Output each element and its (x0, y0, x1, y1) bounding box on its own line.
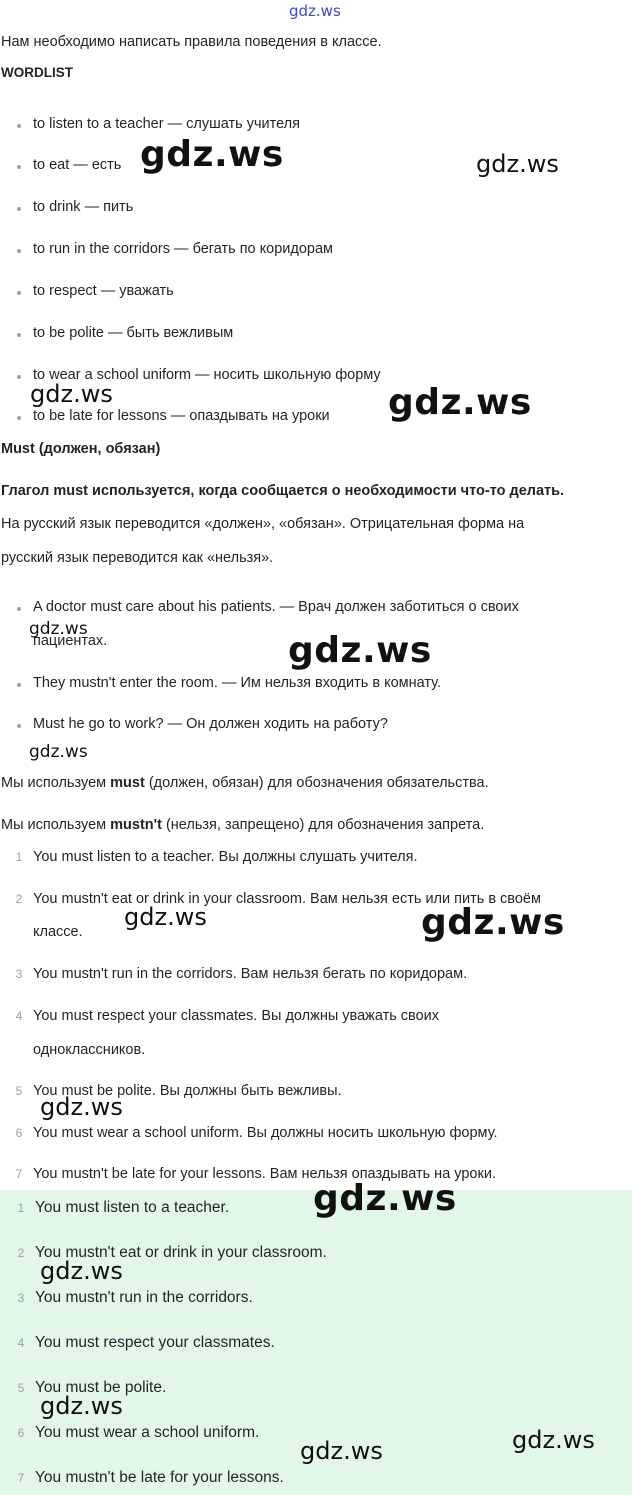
site-link[interactable]: gdz.ws (289, 2, 341, 20)
answer-item: You mustn't eat or drink in your classroom. (35, 1244, 327, 1261)
grammar-rule: Глагол must используется, когда сообщается о необходимости что-то делать. (1, 483, 565, 499)
list-item-continued: пациентах. (33, 633, 108, 649)
list-item: You must wear a school uniform. Вы должны носить школьную форму. (33, 1125, 498, 1141)
list-item: to listen to a teacher — слушать учителя (33, 116, 300, 132)
usage-text: (нельзя, запрещено) для обозначения запрета. (161, 817, 485, 833)
bullet (17, 607, 21, 611)
bullet (17, 207, 21, 211)
watermark: gdz.ws (313, 1178, 457, 1219)
watermark: gdz.ws (140, 134, 284, 175)
list-item: to respect — уважать (33, 283, 174, 299)
list-item: A doctor must care about his patients. — Врач должен заботиться о своих (33, 599, 519, 615)
grammar-heading: Must (должен, обязан) (1, 441, 161, 457)
list-item: to wear a school uniform — носить школьную форму (33, 367, 381, 383)
item-number: 5 (15, 1084, 23, 1098)
watermark: gdz.ws (40, 1093, 123, 1121)
list-item: to run in the corridors — бегать по коридорам (33, 241, 334, 257)
usage-must (1, 773, 489, 793)
watermark: gdz.ws (124, 903, 207, 931)
answer-item: You must listen to a teacher. (35, 1199, 230, 1216)
item-number: 3 (17, 1291, 25, 1305)
grammar-rule-line: На русский язык переводится «должен», «обязан». Отрицательная форма на (1, 516, 525, 532)
bullet (17, 249, 21, 253)
grammar-rule-line: русский язык переводится как «нельзя». (1, 550, 274, 566)
item-number: 6 (15, 1126, 23, 1140)
list-item: Must he go to work? — Он должен ходить на работу? (33, 716, 388, 732)
list-item: to be polite — быть вежливым (33, 325, 234, 341)
list-item: to be late for lessons — опаздывать на уроки (33, 408, 330, 424)
list-item: They mustn't enter the room. — Им нельзя входить в комнату. (33, 675, 441, 691)
item-number: 5 (17, 1381, 25, 1395)
watermark: gdz.ws (29, 742, 88, 762)
item-number: 3 (15, 967, 23, 981)
usage-text: (должен, обязан) для обозначения обязательства. (144, 775, 489, 791)
bullet (17, 165, 21, 169)
item-number: 2 (17, 1246, 25, 1260)
item-number: 7 (17, 1471, 25, 1485)
answer-item: You mustn't be late for your lessons. (35, 1469, 284, 1486)
list-item-continued: одноклассников. (33, 1042, 146, 1058)
bullet (17, 416, 21, 420)
list-item: to drink — пить (33, 199, 134, 215)
usage-keyword: mustn't (110, 817, 162, 833)
bullet (17, 683, 21, 687)
answer-item: You must wear a school uniform. (35, 1424, 260, 1441)
item-number: 1 (15, 850, 23, 864)
bullet (17, 333, 21, 337)
answer-item: You mustn't run in the corridors. (35, 1289, 253, 1306)
bullet (17, 375, 21, 379)
wordlist-heading: WORDLIST (1, 65, 73, 80)
intro-text: Нам необходимо написать правила поведения в классе. (1, 34, 382, 50)
watermark: gdz.ws (288, 630, 432, 671)
list-item: You must respect your classmates. Вы должны уважать своих (33, 1008, 440, 1024)
item-number: 4 (15, 1009, 23, 1023)
list-item: You mustn't run in the corridors. Вам нельзя бегать по коридорам. (33, 966, 468, 982)
answer-item: You must respect your classmates. (35, 1334, 275, 1351)
bullet (17, 724, 21, 728)
watermark: gdz.ws (40, 1392, 123, 1420)
bullet (17, 291, 21, 295)
list-item-continued: классе. (33, 924, 83, 940)
list-item: You mustn't eat or drink in your classroom. Вам нельзя есть или пить в своём (33, 891, 541, 907)
watermark: gdz.ws (476, 150, 559, 178)
watermark: gdz.ws (421, 902, 565, 943)
item-number: 1 (17, 1201, 25, 1215)
answer-item: You must be polite. (35, 1379, 167, 1396)
item-number: 7 (15, 1167, 23, 1181)
usage-text: Мы используем (1, 817, 111, 833)
usage-text: Мы используем (1, 775, 111, 791)
item-number: 6 (17, 1426, 25, 1440)
list-item: to eat — есть (33, 157, 122, 173)
bullet (17, 124, 21, 128)
item-number: 4 (17, 1336, 25, 1350)
usage-mustnt (1, 815, 484, 835)
usage-keyword: must (110, 775, 145, 791)
list-item: You must listen to a teacher. Вы должны слушать учителя. (33, 849, 418, 865)
list-item: You mustn't be late for your lessons. Вам нельзя опаздывать на уроки. (33, 1166, 496, 1182)
list-item: You must be polite. Вы должны быть вежливы. (33, 1083, 342, 1099)
watermark: gdz.ws (512, 1426, 595, 1454)
watermark: gdz.ws (388, 382, 532, 423)
item-number: 2 (15, 892, 23, 906)
watermark: gdz.ws (30, 380, 113, 408)
watermark: gdz.ws (40, 1257, 123, 1285)
watermark: gdz.ws (300, 1437, 383, 1465)
watermark: gdz.ws (29, 619, 88, 639)
